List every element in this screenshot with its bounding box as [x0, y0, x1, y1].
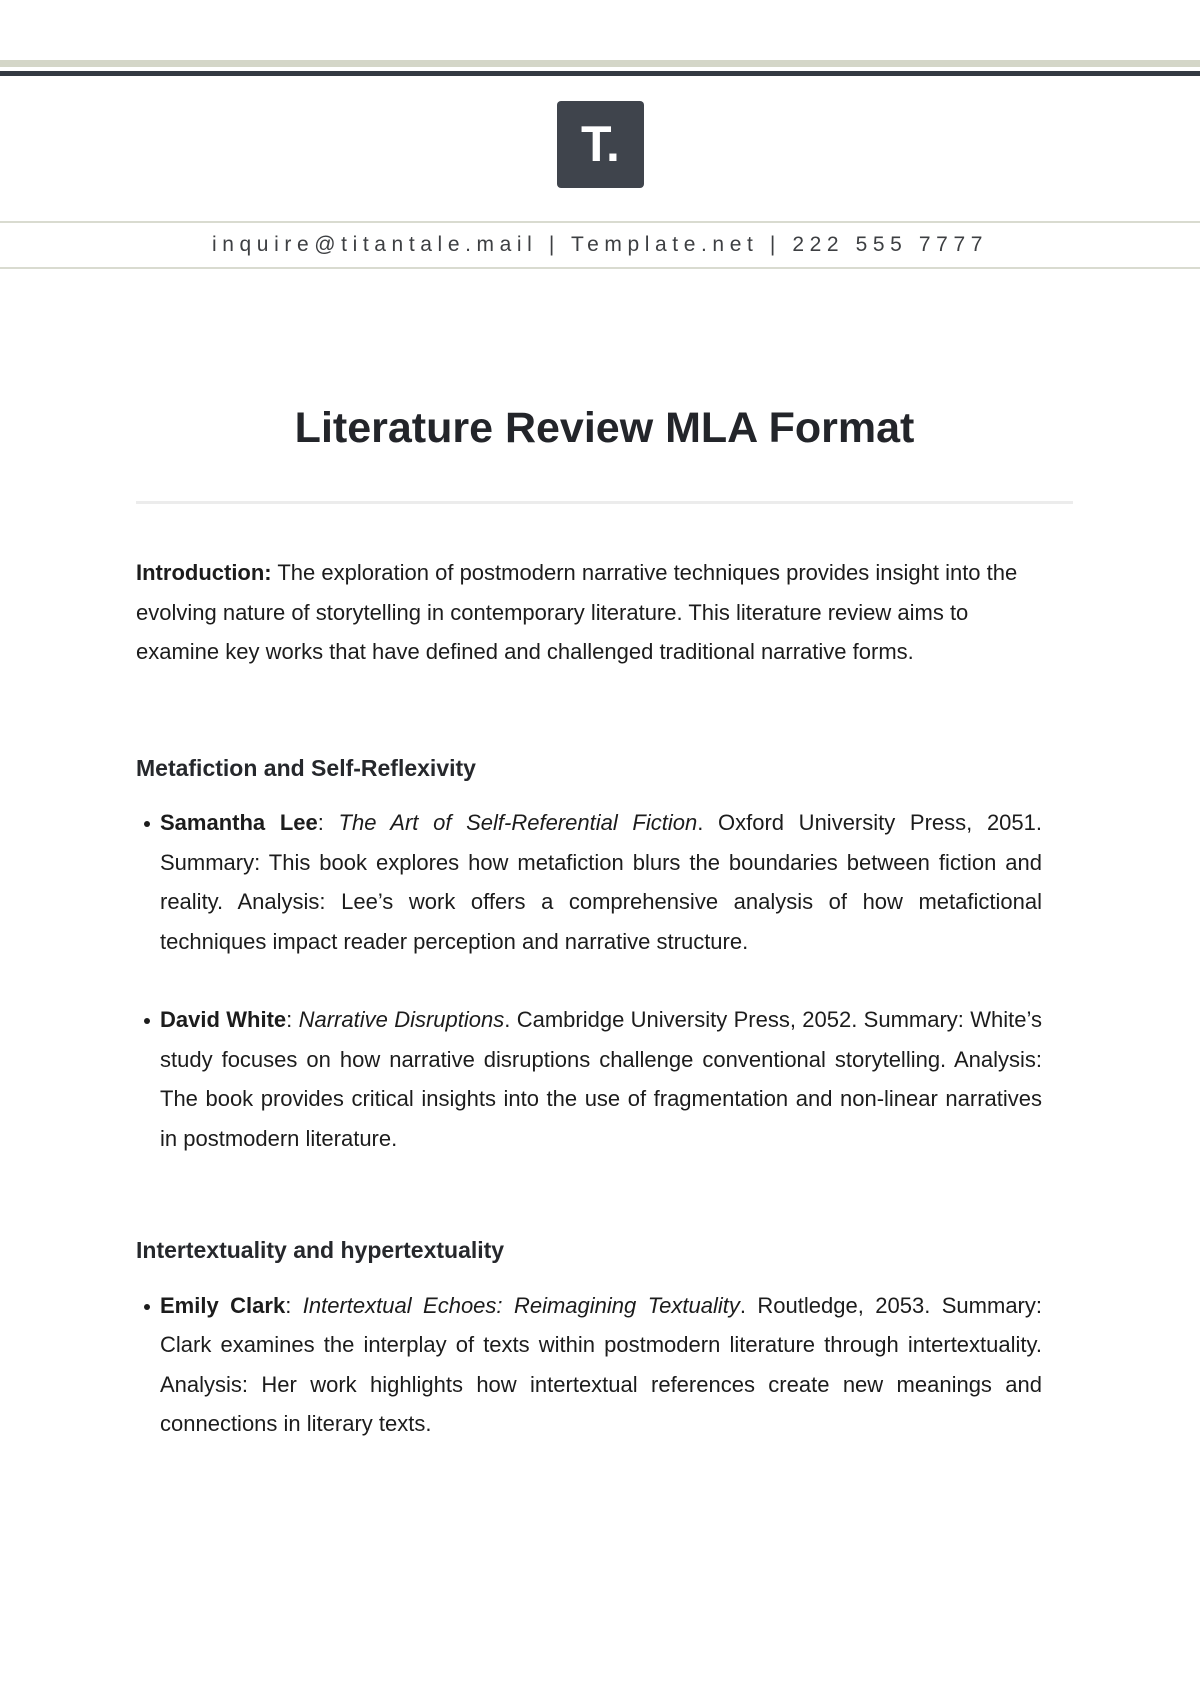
reference-details: . Cambridge University Press, 2052. Summary: White’s study focuses on how narrative disruptions challenge conventional storytelling. Analysis: The book provides critical insights into the use of fragmentation and non-linear narratives in postmodern literature.: [160, 1007, 1042, 1151]
title-divider: [136, 501, 1073, 504]
section-heading: Metafiction and Self-Reflexivity: [136, 754, 476, 781]
contact-info: inquire@titantale.mail | Template.net | 222 555 7777: [211, 233, 988, 256]
document-title: Literature Review MLA Format: [294, 404, 915, 452]
introduction-paragraph: [136, 553, 1042, 672]
introduction-label: Introduction:: [136, 560, 272, 585]
reference-work-title: Intertextual Echoes: Reimagining Textuality: [302, 1292, 740, 1318]
reference-entry: [136, 1000, 1042, 1158]
reference-list: [136, 1286, 1042, 1444]
reference-details: . Oxford University Press, 2051. Summary: This book explores how metafiction blurs the boundaries between fiction and reality. Analysis: Lee’s work offers a comprehensive analysis of how metafictional techniques impact reader perception and narrative structure.: [160, 810, 1042, 954]
introduction-text: The exploration of postmodern narrative techniques provides insight into the evolving nature of storytelling in contemporary literature. This literature review aims to examine key works that have defined and challenged traditional narrative forms.: [136, 560, 1018, 664]
reference-list: [136, 803, 1042, 1158]
reference-details: . Routledge, 2053. Summary: Clark examines the interplay of texts within postmodern literature through intertextuality. Analysis: Her work highlights how intertextual references create new meanings and connections in literary texts.: [160, 1292, 1042, 1436]
reference-separator: :: [285, 1292, 303, 1318]
reference-author: Samantha Lee: [160, 810, 318, 835]
header-accent-bar-light: [0, 60, 1200, 67]
logo-letter: T.: [581, 116, 620, 172]
reference-work-title: The Art of Self-Referential Fiction: [338, 810, 698, 835]
contact-divider-bottom: [0, 267, 1200, 269]
reference-separator: :: [286, 1007, 299, 1032]
reference-author: Emily Clark: [160, 1292, 286, 1318]
reference-entry: [136, 803, 1042, 961]
reference-separator: :: [317, 810, 339, 835]
document-body: [136, 553, 1042, 1444]
reference-work-title: Narrative Disruptions: [298, 1007, 505, 1032]
reference-author: David White: [160, 1007, 287, 1032]
header-accent-bar-dark: [0, 71, 1200, 76]
section-heading: Intertextuality and hypertextuality: [136, 1237, 505, 1263]
reference-entry: [136, 1286, 1042, 1444]
company-logo: [557, 101, 644, 188]
